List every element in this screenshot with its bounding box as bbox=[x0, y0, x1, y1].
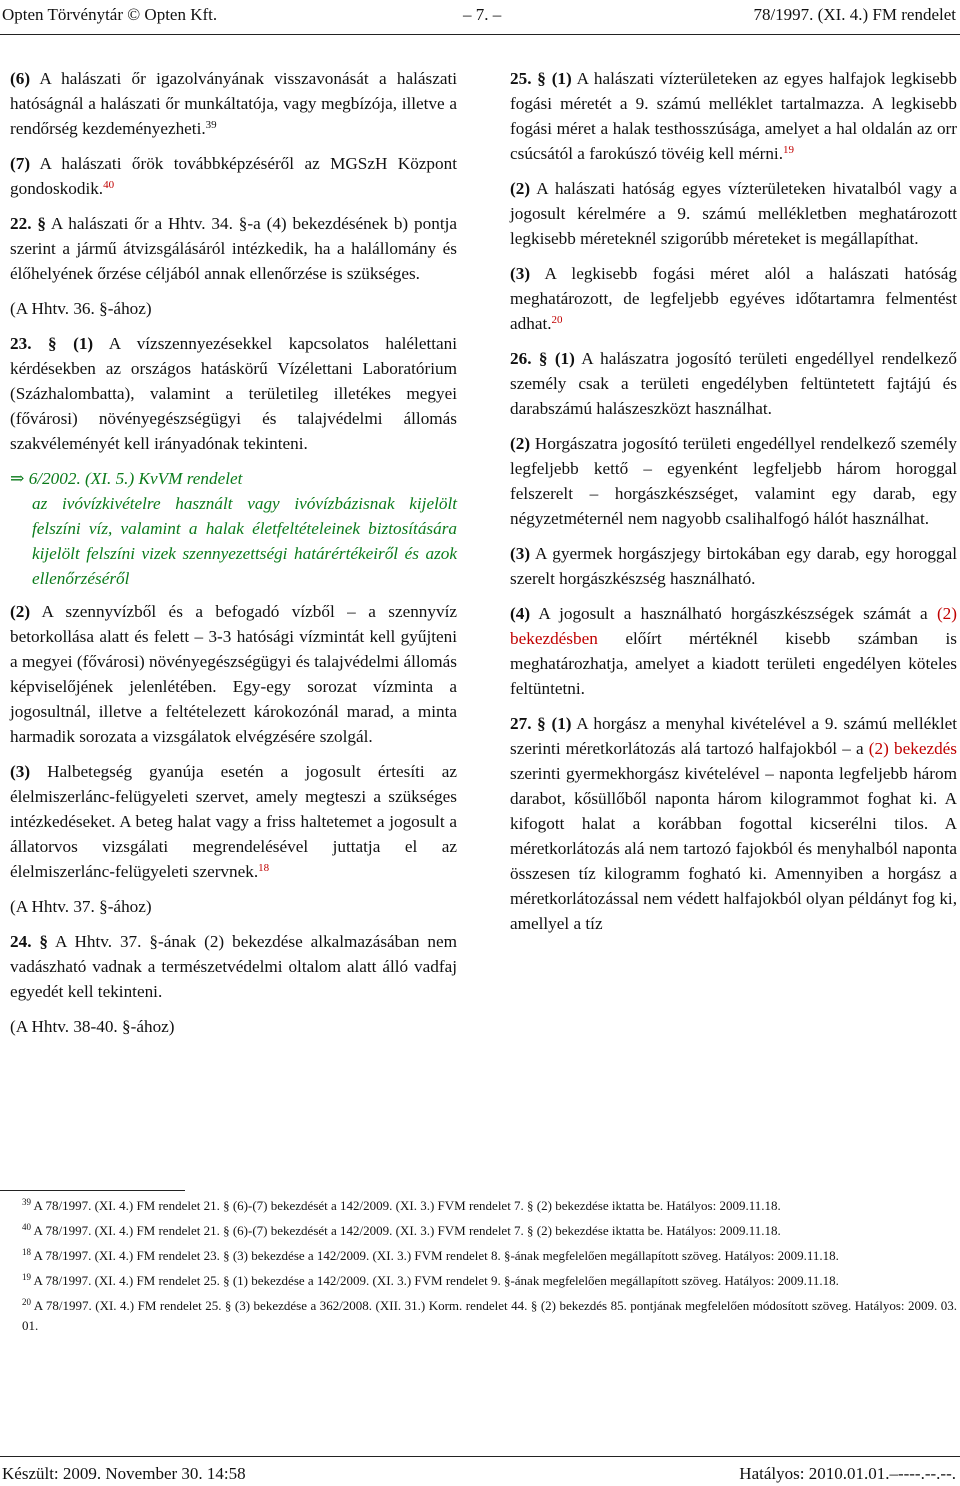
section-25-1: 25. § (1) A halászati vízterületeken az egyes halfajok legkisebb fogási méretét a 9. számú melléklet tartalmazza. A legkisebb fogási méret a halak testhosszúsága, amelyet a hal oldalán az orr csúcsától a farokúszó tövéig kell mérni.$^{19}$ bbox=[510, 69, 957, 163]
footnote-ref-39[interactable]: 39 bbox=[205, 119, 217, 131]
section-27-1: 27. § (1) A horgász a menyhal kivételével a 9. számú melléklet szerinti méretkorlátozás alá tartozó halfajokból – a (2) bekezdés szerinti gyermekhorgász kivételével – naponta legfeljebb három darabot, kősüllőből naponta három kilogrammot foghat ki. A kifogott halat a korábban fogottal kicserélni tilos. A méretkorlátozás alá nem tartozó fajokból és menyhalból naponta összesen tíz kilogramm fogható ki. Amennyiben a horgász a méretkorlátozással nem védett halfajokból olyan példányt fog ki, amellyel a tíz bbox=[510, 714, 958, 933]
internal-link-paragraph-2[interactable]: (2) bekezdésben bbox=[510, 604, 957, 648]
header-divider bbox=[0, 34, 960, 35]
section-24: 24. § A Hhtv. 37. §-ának (2) bekezdése alkalmazásában nem vadászható vadnak a természetvédelmi oltalom alatt álló vadfaj egyedét kell tekinteni. bbox=[10, 932, 457, 1001]
header-source: Opten Törvénytár © Opten Kft. bbox=[2, 5, 218, 24]
footnote-ref-20[interactable]: 20 bbox=[551, 314, 563, 326]
footnotes bbox=[2, 1196, 957, 1341]
section-26-1: 26. § (1) A halászatra jogosító területi engedéllyel rendelkező személy csak a területi engedélyben feltüntetett fajtájú és darabszámú halászeszközt használhat. bbox=[510, 349, 957, 418]
footnote-ref-18[interactable]: 18 bbox=[258, 862, 270, 874]
section-23-1: 23. § (1) A vízszennyezésekkel kapcsolatos halélettani kérdésekben az országos hatáskörű Vízélettani Laboratórium (Százhalombatta), valamint a területileg illetékes megyei (fővárosi) növényegészségügyi és talajvédelmi állomás szakvéleményét kell irányadónak tekinteni. bbox=[10, 334, 457, 453]
footnote-ref-40[interactable]: 40 bbox=[103, 179, 115, 191]
footnote-ref-19[interactable]: 19 bbox=[783, 144, 795, 156]
paragraph-21-6: (6) A halászati őr igazolványának visszavonását a halászati hatóságnál a halászati őr munkáltatója, vagy megbízója, illetve a rendőrség kezdeményezheti.$^{39}$ bbox=[10, 69, 457, 138]
paragraph-26-4: (4) A jogosult a használható horgászkészségek számát a (2) bekezdésben előírt mértéknél kisebb számban is meghatározhatja, amelyet a kiadott területi engedélyen köteles feltüntetni. bbox=[510, 604, 957, 698]
footer-divider bbox=[0, 1456, 960, 1457]
arrow-right-icon: ⇒ bbox=[10, 469, 25, 488]
page-number: – 7. – bbox=[463, 5, 502, 24]
linked-regulation-description[interactable]: az ivóvízkivételre használt vagy ivóvízbázisnak kijelölt felszíni víz, valamint a halak életfeltételeinek biztosítására kijelölt felszíni vizek szennyezettségi határértékeiről és azok ellenőrzéséről bbox=[32, 494, 457, 588]
internal-link-paragraph-2[interactable]: (2) bekezdés bbox=[868, 739, 957, 758]
document-title: 78/1997. (XI. 4.) FM rendelet bbox=[753, 5, 956, 24]
paragraph-25-2: (2) A halászati hatóság egyes vízterületeken hivatalból vagy a jogosult kérelmére a 9. számú mellékletben meghatározott legkisebb méreteknél szigorúbb méreteket is megállapíthat. bbox=[510, 179, 957, 248]
linked-regulation-title[interactable]: 6/2002. (XI. 5.) KvVM rendelet bbox=[28, 469, 243, 488]
paragraph-21-7: (7) A halászati őrök továbbképzéséről az MGSzH Központ gondoskodik.$^{40}$ bbox=[10, 154, 457, 198]
section-22: 22. § A halászati őr a Hhtv. 34. §-a (4) bekezdésének b) pontja szerint a jármű átvizsgálásáról intézkedik, ha a halállomány és élőhelyének őrzése céljából annak ellenőrzése is szükséges. bbox=[10, 214, 457, 283]
paragraph-26-3: (3) A gyermek horgászjegy birtokában egy darab, egy horoggal szerelt horgászkészség használható. bbox=[510, 544, 957, 588]
reference-hhtv-36: (A Hhtv. 36. §-ához) bbox=[10, 299, 152, 318]
footnote-40: $^{40}$ A 78/1997. (XI. 4.) FM rendelet 21. § (6)-(7) bekezdését a 142/2009. (XI. 3.) FVM rendelet 7. § (2) bekezdése iktatta be. Hatályos: 2009.11.18. bbox=[22, 1222, 781, 1238]
page-header bbox=[0, 0, 960, 28]
footnote-18: $^{18}$ A 78/1997. (XI. 4.) FM rendelet 23. § (3) bekezdése a 142/2009. (XI. 3.) FVM rendelet 8. §-ának megfelelően megállapított szöveg. Hatályos: 2009.11.18. bbox=[22, 1247, 839, 1263]
effective-date: Hatályos: 2010.01.01.–----.--.--. bbox=[739, 1464, 956, 1483]
reference-hhtv-37: (A Hhtv. 37. §-ához) bbox=[10, 897, 152, 916]
right-column bbox=[510, 66, 957, 946]
created-date: Készült: 2009. November 30. 14:58 bbox=[2, 1464, 246, 1483]
paragraph-23-3: (3) Halbetegség gyanúja esetén a jogosult értesíti az élelmiszerlánc-felügyeleti szervet, amely megteszi a szükséges intézkedéseket. A beteg halat vagy a friss haltetemet a jogosult a állatorvos vizsgálati megrendelésével juttatja el az élelmiszerlánc-felügyeleti szervnek.$^{18}$ bbox=[10, 762, 457, 881]
left-column bbox=[10, 66, 457, 1049]
reference-hhtv-38-40: (A Hhtv. 38-40. §-ához) bbox=[10, 1017, 175, 1036]
paragraph-26-2: (2) Horgászatra jogosító területi engedéllyel rendelkező személy legfeljebb kettő – egyenként legfeljebb három horoggal felszerelt – horgászkészséget, valamint egy darab, egy négyzetméternél nem nagyobb csalihalfogó hálót használhat. bbox=[510, 434, 957, 528]
paragraph-23-2: (2) A szennyvízből és a befogadó vízből – a szennyvíz betorkollása alatt és felett – 3-3 hatósági vízmintát kell gyűjteni a megyei (fővárosi) növényegészségügyi és talajvédelmi állomás képviselőjének jelenlétében. Egy-egy sorozat vízminta a jogosultnál, illetve a feltételezett károkozónál marad, a minta harmadik sorozata a vizsgálatok elvégzésére szolgál. bbox=[10, 602, 457, 746]
paragraph-25-3: (3) A legkisebb fogási méret alól a halászati hatóság meghatározott, de legfeljebb egyéves időtartamra felmentést adhat.$^{20}$ bbox=[510, 264, 957, 333]
footnote-19: $^{19}$ A 78/1997. (XI. 4.) FM rendelet 25. § (1) bekezdése a 142/2009. (XI. 3.) FVM rendelet 9. §-ának megfelelően megállapított szöveg. Hatályos: 2009.11.18. bbox=[22, 1272, 839, 1288]
footnote-divider bbox=[0, 1190, 185, 1191]
footnote-39: $^{39}$ A 78/1997. (XI. 4.) FM rendelet 21. § (6)-(7) bekezdését a 142/2009. (XI. 3.) FVM rendelet 7. § (2) bekezdése iktatta be. Hatályos: 2009.11.18. bbox=[22, 1197, 781, 1213]
footnote-20: $^{20}$ A 78/1997. (XI. 4.) FM rendelet 25. § (3) bekezdése a 362/2008. (XII. 31.) Korm. rendelet 44. § (2) bekezdés 85. pontjának megfelelően módosított szöveg. Hatályos: 2009. 03. 01. bbox=[22, 1297, 957, 1333]
linked-regulation[interactable] bbox=[10, 466, 457, 591]
